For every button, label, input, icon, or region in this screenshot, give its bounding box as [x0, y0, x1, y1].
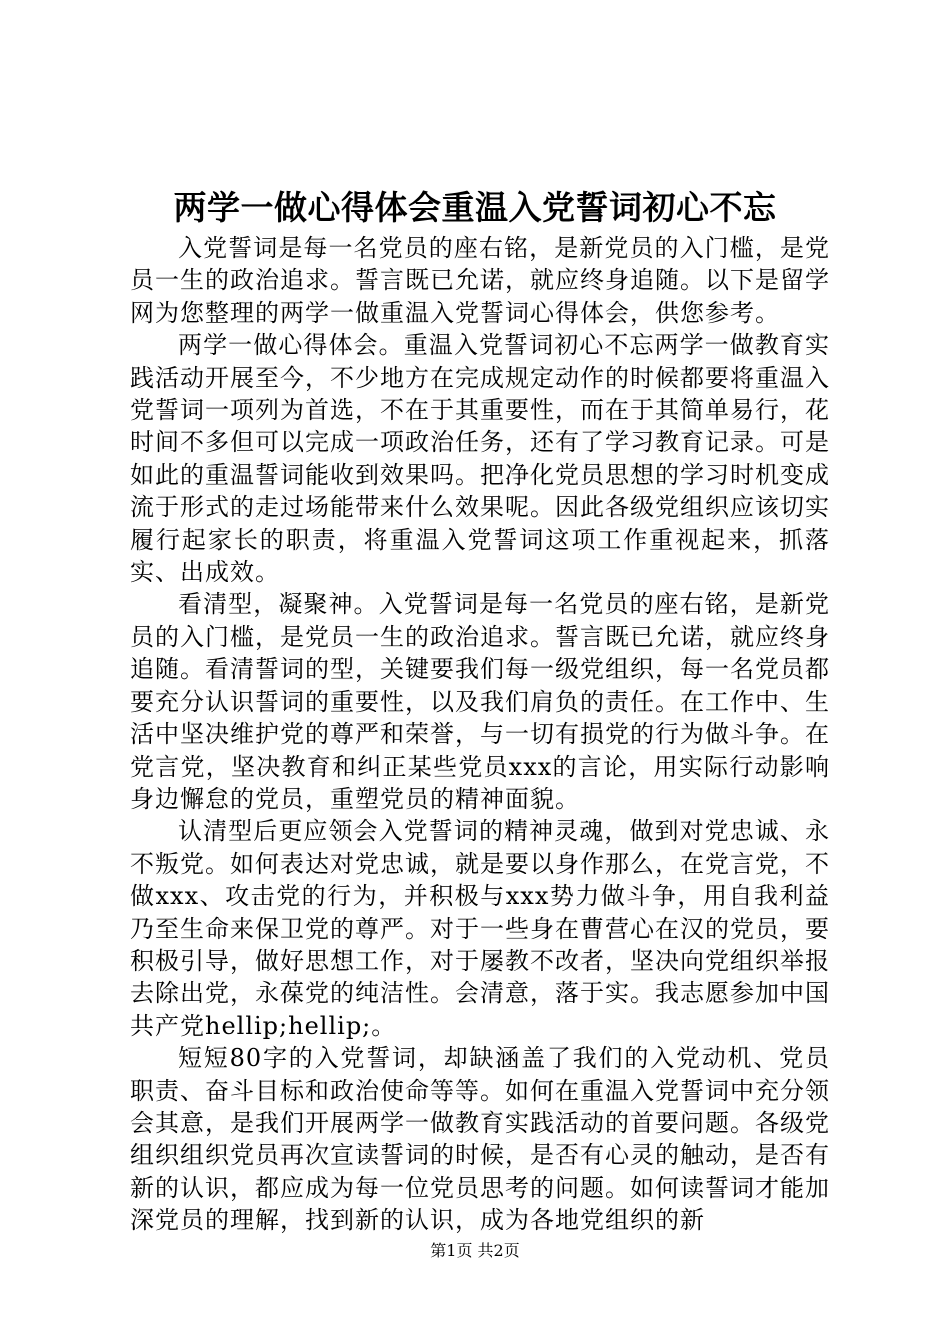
paragraph-loyalty: 认清型后更应领会入党誓词的精神灵魂，做到对党忠诚、永不叛党。如何表达对党忠诚，就是要以身作那么，在党言党，不做xxx、攻击党的行为，并积极与xxx势力做斗争，用自我利益乃至生命来保卫党的尊严。对于一些身在曹营心在汉的党员，要积极引导，做好思想工作，对于屡教不改者，坚决向党组织举报去除出党，永葆党的纯洁性。会清意，落于实。我志愿参加中国共产党hellip;hellip;。: [130, 817, 830, 1040]
paragraph-intro: 入党誓词是每一名党员的座右铭，是新党员的入门槛，是党员一生的政治追求。誓言既已允诺，就应终身追随。以下是留学网为您整理的两学一做重温入党誓词心得体会，供您参考。: [130, 234, 830, 327]
document-title: 两学一做心得体会重温入党誓词初心不忘: [173, 188, 777, 227]
page-number-footer: 第1页 共2页: [430, 1241, 520, 1260]
paragraph-see-form: 看清型，凝聚神。入党誓词是每一名党员的座右铭，是新党员的入门槛，是党员一生的政治追求。誓言既已允诺，就应终身追随。看清誓词的型，关键要我们每一级党组织，每一名党员都要充分认识誓词的重要性，以及我们肩负的责任。在工作中、生活中坚决维护党的尊严和荣誉，与一切有损党的行为做斗争。在党言党，坚决教育和纠正某些党员xxx的言论，用实际行动影响身边懈怠的党员，重塑党员的精神面貌。: [130, 590, 830, 813]
paragraph-oath-meaning: 短短80字的入党誓词，却缺涵盖了我们的入党动机、党员职责、奋斗目标和政治使命等等。如何在重温入党誓词中充分领会其意，是我们开展两学一做教育实践活动的首要问题。各级党组织组织党员再次宣读誓词的时候，是否有心灵的触动，是否有新的认识，都应成为每一位党员思考的问题。如何读誓词才能加深党员的理解，找到新的认识，成为各地党组织的新: [130, 1044, 830, 1235]
document-body: [130, 232, 830, 1235]
paragraph-practice: 两学一做心得体会。重温入党誓词初心不忘两学一做教育实践活动开展至今，不少地方在完成规定动作的时候都要将重温入党誓词一项列为首选，不在于其重要性，而在于其简单易行，花时间不多但可以完成一项政治任务，还有了学习教育记录。可是如此的重温誓词能收到效果吗。把净化党员思想的学习时机变成流于形式的走过场能带来什么效果呢。因此各级党组织应该切实履行起家长的职责，将重温入党誓词这项工作重视起来，抓落实、出成效。: [130, 331, 830, 587]
